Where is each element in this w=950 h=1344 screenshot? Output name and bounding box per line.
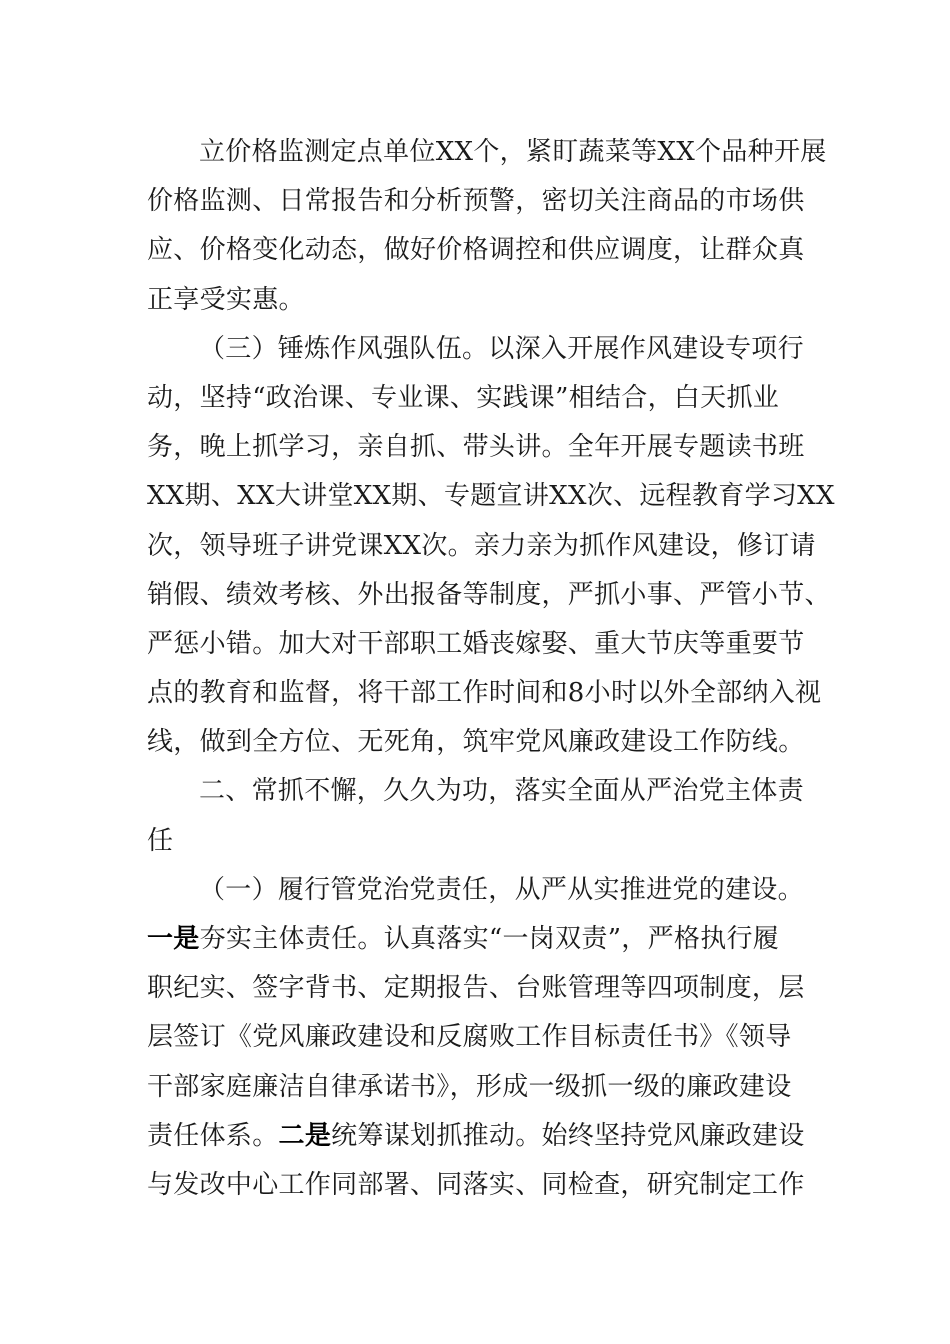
text-run: 正享受实惠。 <box>147 284 305 315</box>
text-line <box>147 915 807 964</box>
text-line <box>147 423 807 472</box>
text-run: 立价格监测定点单位XX个，紧盯蔬菜等XX个品种开展 <box>199 137 827 167</box>
text-line <box>147 374 807 423</box>
text-run: 销假、绩效考核、外出报备等制度，严抓小事、严管小节、 <box>147 579 831 610</box>
text-line <box>147 669 822 718</box>
text-line <box>147 866 807 915</box>
text-line <box>147 817 807 866</box>
text-run: （三）锤炼作风强队伍。以深入开展作风建设专项行 <box>199 333 804 364</box>
text-run: 严惩小错。加大对干部职工婚丧嫁娶、重大节庆等重要节 <box>147 628 805 659</box>
text-line <box>147 325 807 374</box>
text-run: 层签订《党风廉政建设和反腐败工作目标责任书》《领导 <box>147 1022 792 1053</box>
text-line <box>147 472 835 521</box>
text-run: 应、价格变化动态，做好价格调控和供应调度，让群众真 <box>147 235 805 266</box>
text-run: （一）履行管党治党责任，从严从实推进党的建设。 <box>199 874 804 905</box>
text-line <box>147 1161 807 1210</box>
text-run: 职纪实、签字背书、定期报告、台账管理等四项制度，层 <box>147 973 805 1004</box>
text-run: 次，领导班子讲党课XX次。亲力亲为抓作风建设，修订请 <box>147 530 816 561</box>
text-line <box>147 276 807 325</box>
bold-lead: 二是 <box>278 1120 332 1151</box>
bold-lead: 一是 <box>147 924 200 954</box>
text-run: XX期、XX大讲堂XX期、专题宣讲XX次、远程教育学习XX <box>147 481 835 512</box>
text-line <box>147 226 807 275</box>
text-line <box>147 964 807 1013</box>
text-run: 二、常抓不懈，久久为功，落实全面从严治党主体责 <box>199 776 804 807</box>
text-run: 夯实主体责任。认真落实“一岗双责”，严格执行履 <box>199 924 780 954</box>
text-run: 线，做到全方位、无死角，筑牢党风廉政建设工作防线。 <box>147 727 805 758</box>
text-run: 干部家庭廉洁自律承诺书》，形成一级抓一级的廉政建设 <box>147 1071 792 1102</box>
text-line <box>147 571 831 620</box>
text-line <box>147 128 827 177</box>
text-line <box>147 177 807 226</box>
text-run: 统筹谋划抓推动。始终坚持党风廉政建设 <box>331 1120 805 1151</box>
text-line <box>147 522 816 571</box>
document-body <box>147 128 835 1210</box>
text-run: 责任体系。 <box>147 1120 279 1151</box>
text-line <box>147 1063 807 1112</box>
text-line <box>147 767 807 816</box>
text-line <box>147 1112 807 1161</box>
text-run: 动，坚持“政治课、专业课、实践课”相结合，白天抓业 <box>147 382 780 413</box>
text-run: 点的教育和监督，将干部工作时间和8小时以外全部纳入视 <box>147 678 822 709</box>
text-run: 与发改中心工作同部署、同落实、同检查，研究制定工作 <box>147 1169 805 1200</box>
text-run: 务，晚上抓学习，亲自抓、带头讲。全年开展专题读书班 <box>147 432 805 463</box>
text-run: 价格监测、日常报告和分析预警，密切关注商品的市场供 <box>147 186 805 217</box>
text-line <box>147 718 807 767</box>
text-line <box>147 620 807 669</box>
text-line <box>147 1013 807 1062</box>
text-run: 任 <box>147 825 174 856</box>
